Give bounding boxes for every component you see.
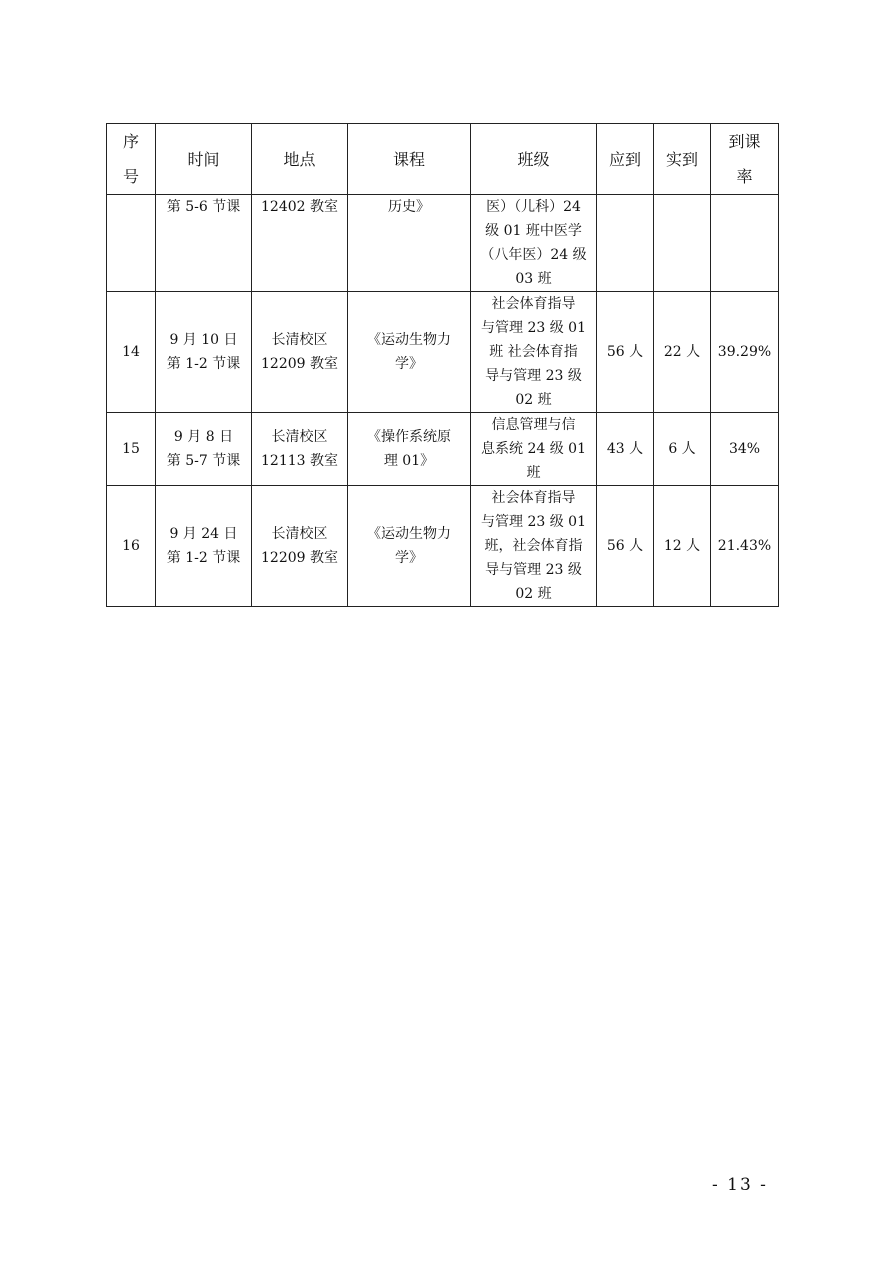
cell-place: 12402 教室 (252, 195, 348, 292)
cell-class: 社会体育指导 与管理 23 级 01 班 社会体育指 导与管理 23 级 02 班 (471, 292, 597, 413)
header-class: 班级 (471, 124, 597, 195)
cell-expected (597, 195, 654, 292)
page-number: - 13 - (712, 1175, 768, 1195)
cell-course: 《运动生物力 学》 (348, 486, 471, 607)
cell-place: 长清校区 12113 教室 (252, 413, 348, 486)
table-row (107, 195, 779, 292)
cell-course: 历史》 (348, 195, 471, 292)
cell-class: 社会体育指导 与管理 23 级 01 班，社会体育指 导与管理 23 级 02 班 (471, 486, 597, 607)
header-rate: 到课 率 (711, 124, 779, 195)
cell-class: 医）（儿科）24 级 01 班中医学 （八年医）24 级 03 班 (471, 195, 597, 292)
cell-expected: 43 人 (597, 413, 654, 486)
cell-no: 14 (107, 292, 156, 413)
cell-no (107, 195, 156, 292)
header-actual: 实到 (654, 124, 711, 195)
cell-rate (711, 195, 779, 292)
cell-place: 长清校区 12209 教室 (252, 292, 348, 413)
table-row (107, 413, 779, 486)
cell-no: 15 (107, 413, 156, 486)
cell-place: 长清校区 12209 教室 (252, 486, 348, 607)
cell-course: 《操作系统原 理 01》 (348, 413, 471, 486)
cell-rate: 34% (711, 413, 779, 486)
cell-rate: 21.43% (711, 486, 779, 607)
cell-actual: 6 人 (654, 413, 711, 486)
cell-time: 第 5-6 节课 (156, 195, 252, 292)
header-course: 课程 (348, 124, 471, 195)
cell-expected: 56 人 (597, 292, 654, 413)
attendance-table (106, 123, 779, 607)
header-place: 地点 (252, 124, 348, 195)
cell-rate: 39.29% (711, 292, 779, 413)
header-time: 时间 (156, 124, 252, 195)
table-header-row (107, 124, 779, 195)
header-no: 序 号 (107, 124, 156, 195)
cell-actual: 22 人 (654, 292, 711, 413)
cell-course: 《运动生物力 学》 (348, 292, 471, 413)
cell-actual: 12 人 (654, 486, 711, 607)
cell-time: 9 月 24 日 第 1-2 节课 (156, 486, 252, 607)
cell-no: 16 (107, 486, 156, 607)
header-expected: 应到 (597, 124, 654, 195)
table-row (107, 486, 779, 607)
cell-class: 信息管理与信 息系统 24 级 01 班 (471, 413, 597, 486)
table-row (107, 292, 779, 413)
cell-actual (654, 195, 711, 292)
cell-time: 9 月 10 日 第 1-2 节课 (156, 292, 252, 413)
cell-expected: 56 人 (597, 486, 654, 607)
cell-time: 9 月 8 日 第 5-7 节课 (156, 413, 252, 486)
